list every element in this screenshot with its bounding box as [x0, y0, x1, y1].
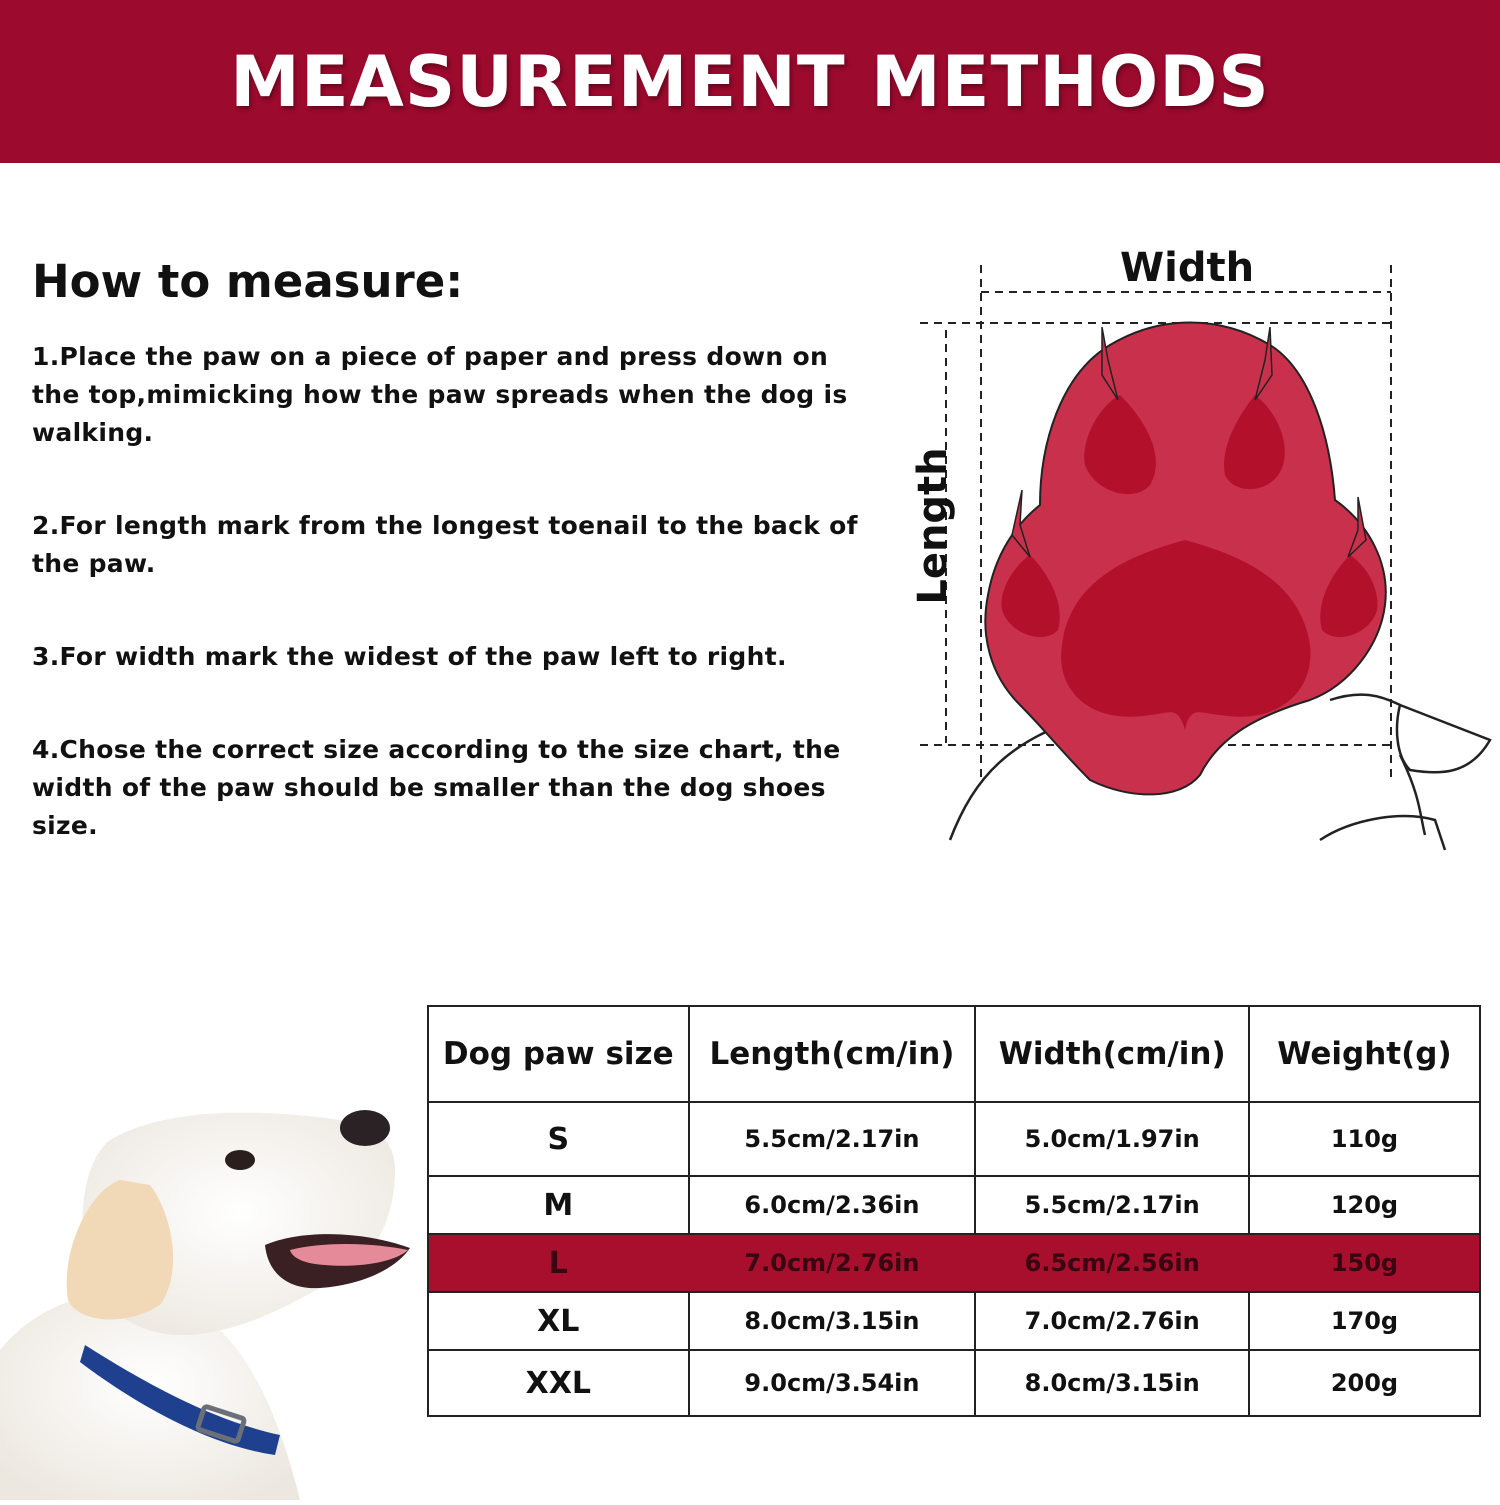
instruction-step-1: 1.Place the paw on a piece of paper and press down on the top,mimicking how the paw spreads when the dog is walking. — [32, 342, 848, 447]
width-cell: 7.0cm/2.76in — [975, 1292, 1249, 1350]
size-cell: M — [428, 1176, 689, 1234]
weight-cell: 150g — [1249, 1234, 1480, 1292]
instructions-section — [32, 255, 872, 900]
weight-cell: 170g — [1249, 1292, 1480, 1350]
paw-diagram-icon — [880, 235, 1500, 875]
dog-photo-illustration — [0, 1100, 430, 1500]
page-title: MEASUREMENT METHODS — [230, 40, 1270, 123]
instructions-heading: How to measure: — [32, 255, 464, 308]
length-label: Length — [910, 447, 956, 605]
header-banner — [0, 0, 1500, 163]
length-cell: 6.0cm/2.36in — [689, 1176, 976, 1234]
instruction-step-4: 4.Chose the correct size according to the size chart, the width of the paw should be smaller than the dog shoes size. — [32, 735, 841, 840]
width-cell: 5.0cm/1.97in — [975, 1102, 1249, 1176]
size-cell: L — [428, 1234, 689, 1292]
width-cell: 8.0cm/3.15in — [975, 1350, 1249, 1416]
instruction-step-2: 2.For length mark from the longest toenail to the back of the paw. — [32, 511, 858, 578]
length-cell: 8.0cm/3.15in — [689, 1292, 976, 1350]
size-cell: XL — [428, 1292, 689, 1350]
table-row — [428, 1350, 1480, 1416]
table-row — [428, 1292, 1480, 1350]
weight-cell: 110g — [1249, 1102, 1480, 1176]
instruction-step-3: 3.For width mark the widest of the paw left to right. — [32, 642, 787, 671]
header-width: Width(cm/in) — [975, 1006, 1249, 1102]
table-row-highlighted — [428, 1234, 1480, 1292]
length-cell: 7.0cm/2.76in — [689, 1234, 976, 1292]
table-row — [428, 1102, 1480, 1176]
size-chart-table — [427, 1005, 1481, 1417]
size-cell: S — [428, 1102, 689, 1176]
size-cell: XXL — [428, 1350, 689, 1416]
length-cell: 9.0cm/3.54in — [689, 1350, 976, 1416]
weight-cell: 200g — [1249, 1350, 1480, 1416]
length-cell: 5.5cm/2.17in — [689, 1102, 976, 1176]
header-dog-paw-size: Dog paw size — [428, 1006, 689, 1102]
header-length: Length(cm/in) — [689, 1006, 976, 1102]
width-cell: 5.5cm/2.17in — [975, 1176, 1249, 1234]
table-header-row — [428, 1006, 1480, 1102]
dog-photo — [0, 1100, 430, 1500]
width-label: Width — [1120, 245, 1255, 291]
paw-measurement-diagram — [880, 235, 1500, 875]
weight-cell: 120g — [1249, 1176, 1480, 1234]
header-weight: Weight(g) — [1249, 1006, 1480, 1102]
width-cell: 6.5cm/2.56in — [975, 1234, 1249, 1292]
table-row — [428, 1176, 1480, 1234]
